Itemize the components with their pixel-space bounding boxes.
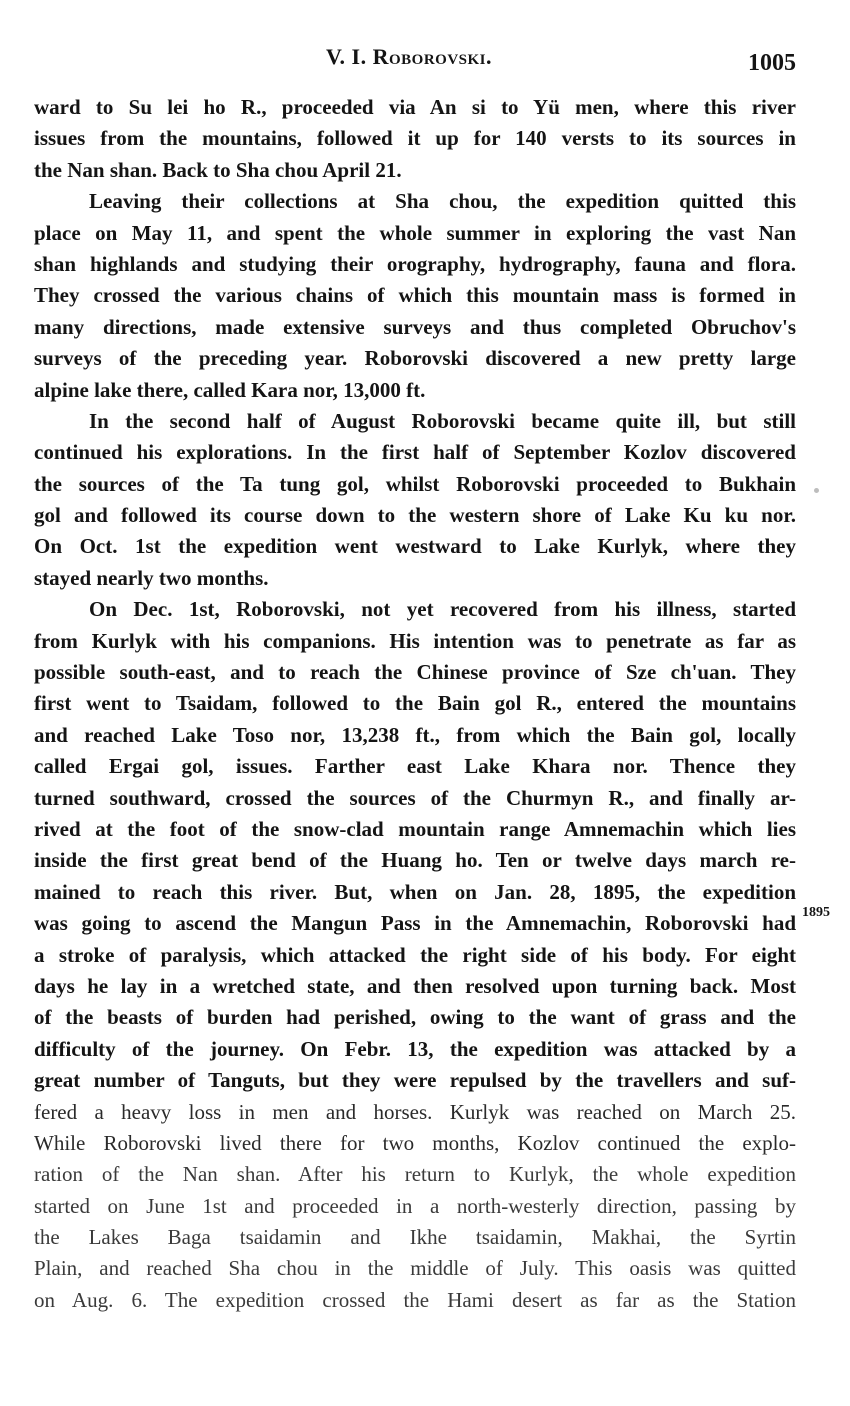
running-title: V. I. Roborovski. — [326, 44, 493, 69]
text-line: inside the first great bend of the Huang ho. Ten or twelve days march re- — [34, 848, 796, 873]
text-line: turned southward, crossed the sources of the Churmyn R., and finally ar- — [34, 785, 796, 810]
text-line: the sources of the Ta tung gol, whilst Roborovski proceeded to Bukhain — [34, 471, 796, 496]
text-line: ward to Su lei ho R., proceeded via An si to Yü men, where this river — [34, 95, 796, 119]
text-line: possible south-east, and to reach the Chinese province of Sze ch'uan. They — [34, 660, 796, 685]
text-line: gol and followed its course down to the western shore of Lake Ku ku nor. — [34, 503, 796, 528]
paragraph-start-line: On Dec. 1st, Roborovski, not yet recovered from his illness, started — [89, 597, 796, 622]
text-line: the Nan shan. Back to Sha chou April 21. — [34, 157, 402, 182]
text-line: started on June 1st and proceeded in a north-westerly direction, passing by — [34, 1193, 796, 1218]
text-line: mained to reach this river. But, when on Jan. 28, 1895, the expedition — [34, 879, 796, 904]
text-line: from Kurlyk with his companions. His intention was to penetrate as far as — [34, 628, 796, 653]
running-head — [34, 40, 796, 74]
text-line: surveys of the preceding year. Roborovski discovered a new pretty large — [34, 346, 796, 371]
text-line: On Oct. 1st the expedition went westward to Lake Kurlyk, where they — [34, 534, 796, 559]
text-line: called Ergai gol, issues. Farther east Lake Khara nor. Thence they — [34, 754, 796, 779]
paragraph-start-line: Leaving their collections at Sha chou, the expedition quitted this — [89, 189, 796, 214]
text-line: of the beasts of burden had perished, owing to the want of grass and the — [34, 1005, 796, 1030]
text-line: While Roborovski lived there for two months, Kozlov continued the explo- — [34, 1130, 796, 1155]
text-line: shan highlands and studying their orography, hydrography, fauna and flora. — [34, 251, 796, 276]
text-line: great number of Tanguts, but they were repulsed by the travellers and suf- — [34, 1068, 796, 1093]
body-text — [34, 92, 796, 1316]
paragraph-start-line: In the second half of August Roborovski became quite ill, but still — [89, 408, 796, 433]
text-line: first went to Tsaidam, followed to the Bain gol R., entered the mountains — [34, 691, 796, 716]
paper-speck — [814, 488, 819, 493]
text-line: difficulty of the journey. On Febr. 13, the expedition was attacked by a — [34, 1036, 796, 1061]
text-line: place on May 11, and spent the whole summer in exploring the vast Nan — [34, 220, 796, 245]
text-line: continued his explorations. In the first half of September Kozlov discovered — [34, 440, 796, 465]
margin-year-note: 1895 — [802, 905, 830, 920]
text-line: and reached Lake Toso nor, 13,238 ft., from which the Bain gol, locally — [34, 722, 796, 747]
text-line: Plain, and reached Sha chou in the middle of July. This oasis was quitted — [34, 1256, 796, 1281]
text-line: the Lakes Baga tsaidamin and Ikhe tsaidamin, Makhai, the Syrtin — [34, 1225, 796, 1250]
text-line: stayed nearly two months. — [34, 565, 269, 590]
text-line: ration of the Nan shan. After his return to Kurlyk, the whole expedition — [34, 1162, 796, 1187]
text-line: many directions, made extensive surveys and thus completed Obruchov's — [34, 314, 796, 339]
text-line: fered a heavy loss in men and horses. Kurlyk was reached on March 25. — [34, 1099, 796, 1124]
text-line: was going to ascend the Mangun Pass in the Amnemachin, Roborovski had — [34, 911, 796, 936]
page-number: 1005 — [748, 50, 796, 76]
text-line: rived at the foot of the snow-clad mountain range Amnemachin which lies — [34, 816, 796, 841]
text-line: They crossed the various chains of which this mountain mass is formed in — [34, 283, 796, 308]
text-line: on Aug. 6. The expedition crossed the Hami desert as far as the Station — [34, 1287, 796, 1312]
text-line: alpine lake there, called Kara nor, 13,000 ft. — [34, 377, 426, 402]
text-line: issues from the mountains, followed it up for 140 versts to its sources in — [34, 126, 796, 151]
text-line: days he lay in a wretched state, and then resolved upon turning back. Most — [34, 973, 796, 998]
text-line: a stroke of paralysis, which attacked the right side of his body. For eight — [34, 942, 796, 967]
